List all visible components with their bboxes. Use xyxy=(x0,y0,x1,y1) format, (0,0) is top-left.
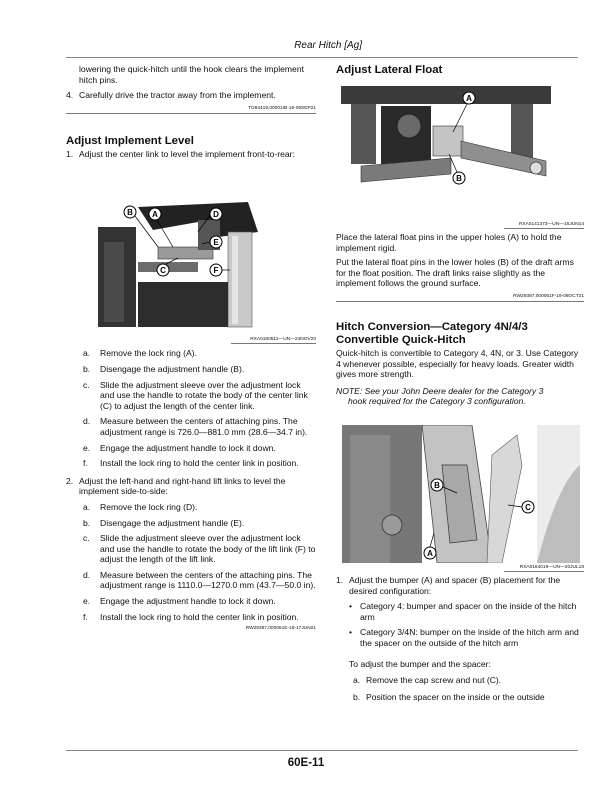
callout-f: F xyxy=(213,266,219,276)
substep-text: Disengage the adjustment handle (E). xyxy=(100,517,245,528)
substep-letter: b. xyxy=(83,363,91,374)
substep xyxy=(66,458,316,469)
continued-paragraph: lowering the quick-hitch until the hook clears the implement hitch pins. xyxy=(79,64,304,85)
callout-b: B xyxy=(127,208,133,218)
callout-b: B xyxy=(434,480,440,490)
substep-letter: c. xyxy=(83,533,90,544)
substep-letter: e. xyxy=(83,442,91,453)
substep-letter: d. xyxy=(83,416,91,427)
bullet-item xyxy=(336,601,584,622)
substep-text: Measure between the centers of the attaching pins. The adjustment range is 1110.0—1270.0 mm (43.7—50.0 in). xyxy=(100,569,316,591)
substep-letter: d. xyxy=(83,569,91,580)
bullet-item xyxy=(336,627,584,648)
substep xyxy=(66,416,316,437)
step-text: Adjust the left-hand and right-hand lift links to level the implement side-to-side: xyxy=(79,475,286,497)
page-number: 60E-11 xyxy=(287,757,325,769)
note-label: NOTE: xyxy=(336,385,363,396)
step-text: Carefully drive the tractor away from the implement. xyxy=(79,90,276,101)
substep xyxy=(66,348,316,359)
reference-code: RW29387,000061F-19-08OCT21 xyxy=(513,293,584,299)
substep xyxy=(66,612,316,623)
center-link-substeps xyxy=(66,348,316,468)
substep-text: Install the lock ring to hold the center link in position. xyxy=(100,458,299,469)
note-text: See your John Deere dealer for the Category 3 xyxy=(364,385,544,396)
step-number: 2. xyxy=(66,475,74,486)
paragraph: Put the lateral float pins in the lower holes (B) of the draft arms for the float position. The draft links raise slightly as the implement follows the ground surface. xyxy=(336,257,574,289)
paragraph: Quick-hitch is convertible to Category 4, 4N, or 3. Use Category 4 whenever possible, especially for heavy loads. Greater width gives more strength. xyxy=(336,347,579,380)
callout-e: E xyxy=(213,238,219,248)
substep-text: Slide the adjustment sleeve over the adjustment lock and use the handle to rotate the body of the center link (C) to adjust the length of the center link. xyxy=(100,379,308,411)
paragraph: Place the lateral float pins in the upper holes (A) to hold the implement rigid. xyxy=(336,232,562,253)
paragraph: To adjust the bumper and the spacer: xyxy=(349,658,491,669)
substep xyxy=(66,364,316,375)
callout-b: B xyxy=(456,174,462,183)
substep xyxy=(66,380,316,412)
bullet: • xyxy=(349,627,353,638)
substep-text: Engage the adjustment handle to lock it down. xyxy=(100,442,276,453)
substep-letter: f. xyxy=(83,458,88,469)
reference-code: TO84419,00001IB-19-09SEP21 xyxy=(248,105,316,111)
step-4 xyxy=(66,90,316,101)
bullet-text: Category 4: bumper and spacer on the inside of the hitch arm xyxy=(360,601,577,622)
substep xyxy=(66,518,316,529)
step-number: 1. xyxy=(66,148,74,159)
divider xyxy=(231,343,316,344)
bumper-spacer-figure xyxy=(342,425,580,563)
substep xyxy=(66,570,316,591)
footer-rule xyxy=(66,750,578,751)
right-column xyxy=(336,64,584,702)
step-1 xyxy=(66,149,316,160)
bullet: • xyxy=(349,601,353,612)
figure-caption: RXA0164019—UN—20JUL18 xyxy=(519,564,584,570)
substep xyxy=(336,675,584,686)
callout-a: A xyxy=(152,210,158,220)
section-title: Adjust Lateral Float xyxy=(336,64,443,76)
note-text-continued: hook required for the Category 3 configuration. xyxy=(348,396,526,407)
substep xyxy=(66,596,316,607)
substep-text: Position the spacer on the inside or the outside xyxy=(366,691,545,702)
lift-link xyxy=(228,232,252,327)
reference-code: RW29387,000061E-19-17JUN21 xyxy=(245,626,316,632)
substep-letter: f. xyxy=(83,611,88,622)
header-rule xyxy=(66,57,578,58)
section-title: Adjust Implement Level xyxy=(66,134,194,147)
bumper xyxy=(382,515,402,535)
callout-d: D xyxy=(213,210,219,220)
substep-letter: a. xyxy=(83,348,91,359)
left-column xyxy=(66,64,316,633)
callout-a: A xyxy=(427,548,433,558)
substep xyxy=(336,692,584,703)
step-number: 4. xyxy=(66,90,74,101)
divider xyxy=(66,113,316,114)
substep xyxy=(66,443,316,454)
substep-text: Measure between the centers of attaching pins. The adjustment range is 726.0—881.0 mm (28.6—34.7 in). xyxy=(100,416,308,437)
section-title: Hitch Conversion—Category 4N/4/3 Convertible Quick-Hitch xyxy=(336,320,528,346)
lift-link-substeps xyxy=(66,502,316,622)
substep-letter: b. xyxy=(83,517,91,528)
divider xyxy=(504,228,584,229)
substep-letter: b. xyxy=(353,691,361,702)
figure-caption: RXA0180511—UN—24NOV20 xyxy=(250,337,316,343)
step-1 xyxy=(336,575,584,596)
callout-c: C xyxy=(525,502,531,512)
divider xyxy=(336,301,584,302)
substep-text: Remove the cap screw and nut (C). xyxy=(366,675,502,686)
divider xyxy=(504,571,584,572)
substep xyxy=(66,533,316,565)
header-title: Rear Hitch [Ag] xyxy=(294,40,362,51)
step-text: Adjust the center link to level the implement front-to-rear: xyxy=(79,148,295,159)
step-text: Adjust the bumper (A) and spacer (B) placement for the desired configuration: xyxy=(349,574,561,596)
figure-caption: RXA0141373—UN—16JUN14 xyxy=(518,222,584,227)
substep-text: Install the lock ring to hold the center link in position. xyxy=(100,611,299,622)
substep-letter: a. xyxy=(353,675,361,686)
callout-c: C xyxy=(160,266,166,276)
center-link-figure xyxy=(98,192,268,337)
step-2 xyxy=(66,476,316,497)
callout-a: A xyxy=(466,94,472,103)
lateral-float-figure xyxy=(341,86,551,218)
substep-letter: e. xyxy=(83,596,91,607)
step-number: 1. xyxy=(336,574,344,585)
substep-text: Remove the lock ring (A). xyxy=(100,348,197,359)
substep-text: Disengage the adjustment handle (B). xyxy=(100,363,245,374)
tractor-underside xyxy=(341,86,551,104)
substep-letter: a. xyxy=(83,501,91,512)
note xyxy=(336,386,584,407)
substep-letter: c. xyxy=(83,379,90,390)
substep-text: Engage the adjustment handle to lock it down. xyxy=(100,596,276,607)
substep xyxy=(66,502,316,513)
substep-text: Remove the lock ring (D). xyxy=(100,501,198,512)
substep-text: Slide the adjustment sleeve over the adjustment lock and use the handle to rotate the body of the lift link (F) to adjust the length of the lift link. xyxy=(100,533,316,565)
bullet-text: Category 3/4N: bumper on the inside of the hitch arm and the spacer on the outside of the hitch arm xyxy=(360,627,579,648)
